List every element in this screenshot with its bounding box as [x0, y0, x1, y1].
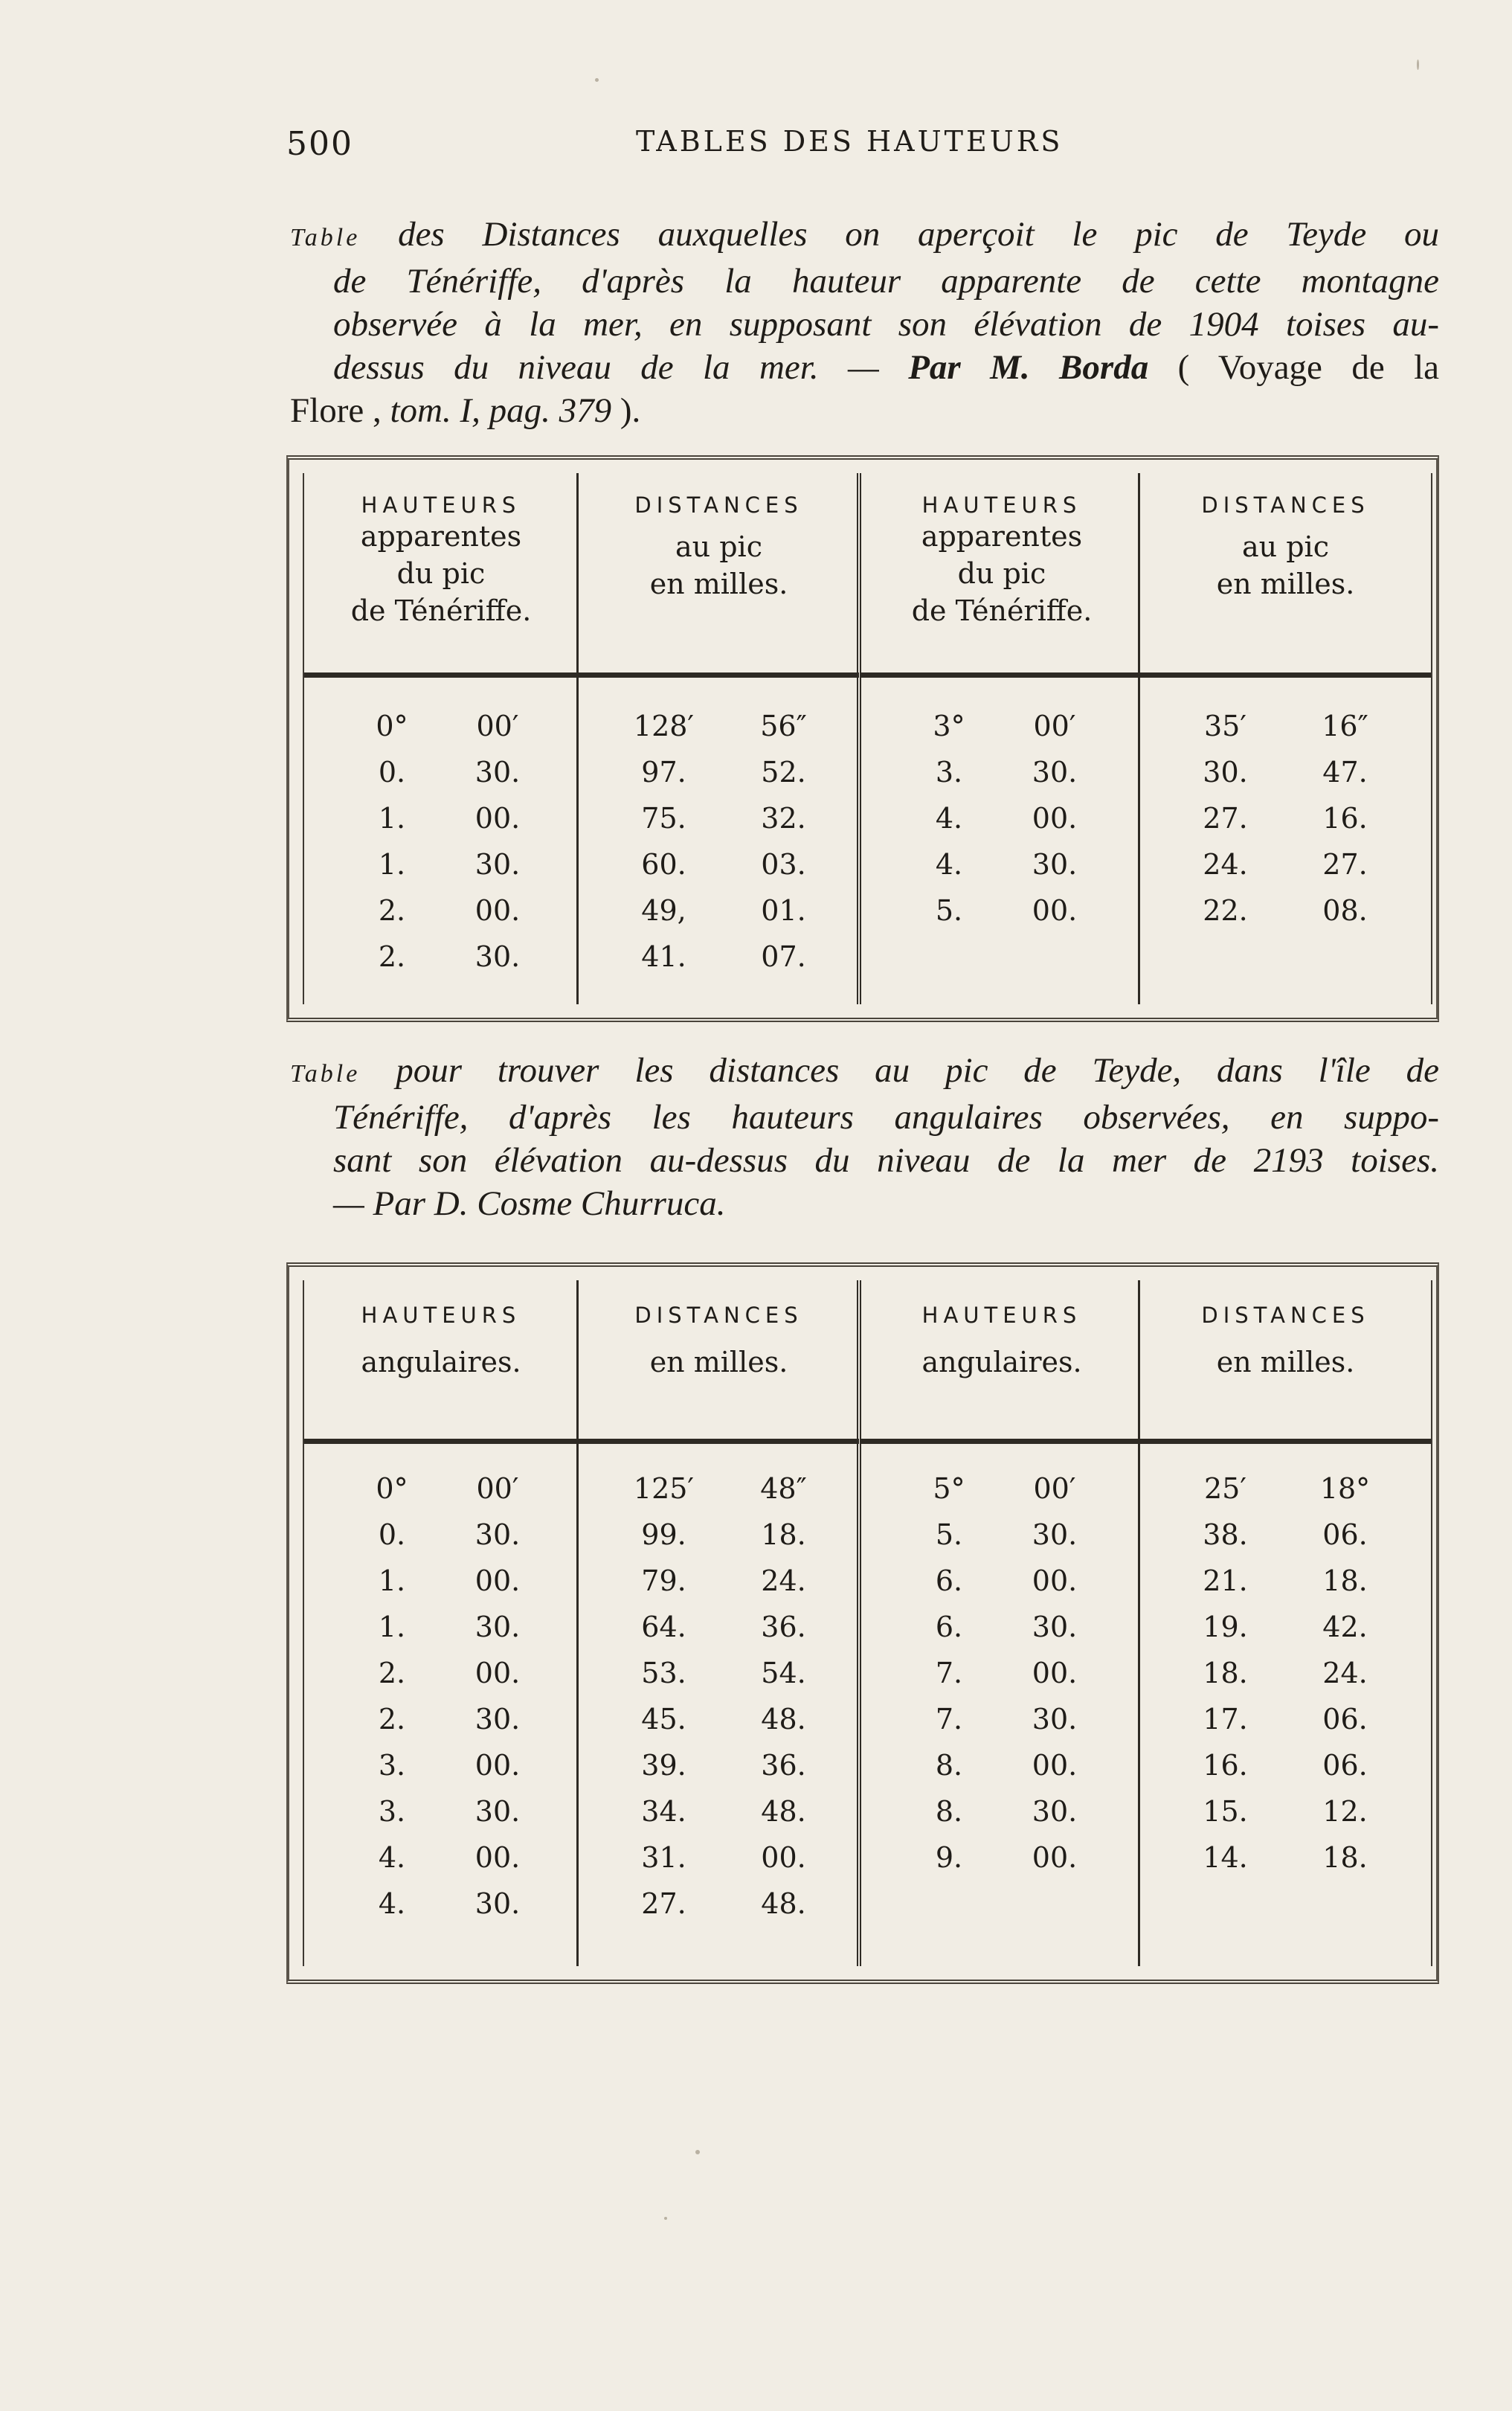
table-cell: 16″ — [1322, 710, 1368, 742]
table-row — [1140, 1518, 1431, 1564]
table-cell: 36. — [761, 1749, 806, 1782]
table-cell: 6. — [935, 1611, 963, 1643]
table-cell: 7. — [935, 1657, 963, 1689]
table-cell: 99. — [641, 1518, 686, 1551]
table-row — [579, 1564, 859, 1611]
table-cell: 3. — [378, 1749, 406, 1782]
table-cell: 3. — [935, 756, 963, 789]
table-cell: 5. — [935, 894, 963, 927]
table-row — [304, 1564, 578, 1611]
table-row — [861, 1657, 1142, 1703]
table-row — [1140, 1703, 1431, 1749]
table-cell: 7. — [935, 1703, 963, 1736]
table-cell: 00′ — [476, 710, 519, 742]
table-row — [304, 1657, 578, 1703]
table-cell: 18. — [1322, 1564, 1368, 1597]
table-cell: 5° — [933, 1472, 965, 1505]
table2-header: HAUTEURS angulaires. — [361, 1303, 521, 1378]
table-cell: 42. — [1322, 1611, 1368, 1643]
table-row — [579, 1518, 859, 1564]
table-cell: 39. — [641, 1749, 686, 1782]
table-cell: 00. — [761, 1841, 806, 1874]
table-cell: 45. — [641, 1703, 686, 1736]
table1-header: HAUTEURS apparentes du pic de Ténériffe. — [350, 492, 532, 627]
table-row — [1140, 710, 1431, 756]
distances-table-borda — [286, 455, 1439, 1022]
table-cell: 01. — [761, 894, 806, 927]
distances-table-churruca — [286, 1262, 1439, 1984]
table-cell: 17. — [1203, 1703, 1248, 1736]
table1-caption: Table des Distances auxquelles on aperçoit le pic de Teyde ou de Ténériffe, d'après la hauteur apparente de cette montagne observée à la mer, en supposant son élévation de 1904 toises au- dessus du niveau de la mer. — Par M. Borda ( Voyage de la Flore , tom. I, pag. 379 ). — [290, 215, 1440, 430]
table-cell: 08. — [1322, 894, 1368, 927]
table-cell: 16. — [1203, 1749, 1248, 1782]
table2-header: HAUTEURS angulaires. — [921, 1303, 1082, 1378]
table-cell: 25′ — [1204, 1472, 1246, 1505]
table-cell: 48. — [761, 1703, 806, 1736]
table2-col-distances-left — [576, 1280, 859, 1966]
table2-col-heights-right — [857, 1280, 1142, 1966]
table-cell: 27. — [1322, 848, 1368, 881]
table-cell: 30. — [1203, 756, 1248, 789]
table-row — [304, 756, 578, 802]
table-row — [579, 1841, 859, 1887]
table-cell: 30. — [474, 756, 521, 789]
table-row — [579, 1795, 859, 1841]
table-cell: 47. — [1322, 756, 1368, 789]
table-cell: 3. — [378, 1795, 406, 1828]
table-cell: 12. — [1322, 1795, 1368, 1828]
table-cell: 27. — [1203, 802, 1248, 835]
running-head — [286, 125, 1447, 177]
table-row — [304, 802, 578, 848]
table-cell: 30. — [474, 1518, 521, 1551]
table2-caption: Table pour trouver les distances au pic de Teyde, dans l'île de Ténériffe, d'après les hauteurs angulaires observées, en suppo- sant son élévation au-dessus du niveau de la mer de 2193 toises. — Par D. Cosme Churruca. — [290, 1051, 1439, 1223]
table-row — [304, 1749, 578, 1795]
table-row — [304, 848, 578, 894]
table-cell: 6. — [935, 1564, 963, 1597]
table2-header: DISTANCES en milles. — [634, 1303, 803, 1378]
table-cell: 06. — [1322, 1518, 1368, 1551]
table-cell: 35′ — [1204, 710, 1246, 742]
table-cell: 8. — [935, 1795, 963, 1828]
table1-col-distances-right — [1138, 473, 1432, 1004]
table-cell: 34. — [641, 1795, 686, 1828]
table-cell: 0. — [378, 756, 406, 789]
table-cell: 00. — [1032, 802, 1078, 835]
table-row — [579, 1887, 859, 1933]
table-cell: 30. — [1032, 1611, 1078, 1643]
table-cell: 21. — [1203, 1564, 1248, 1597]
table-row — [579, 848, 859, 894]
table-row — [1140, 1657, 1431, 1703]
table-row — [304, 940, 578, 986]
table-row — [861, 1795, 1142, 1841]
table-cell: 56″ — [760, 710, 807, 742]
table-cell: 30. — [474, 1611, 521, 1643]
table-cell: 79. — [641, 1564, 686, 1597]
table-row — [579, 1703, 859, 1749]
table1-header: HAUTEURS apparentes du pic de Ténériffe. — [911, 492, 1093, 627]
table-cell: 4. — [378, 1841, 406, 1874]
table-cell: 30. — [474, 1795, 521, 1828]
table-cell: 38. — [1203, 1518, 1248, 1551]
table-cell: 2. — [378, 940, 406, 973]
table-row — [304, 894, 578, 940]
table-cell: 0° — [376, 1472, 408, 1505]
table-cell: 49, — [641, 894, 686, 927]
table-row — [579, 1749, 859, 1795]
table-row — [1140, 1749, 1431, 1795]
table-cell: 36. — [761, 1611, 806, 1643]
table-row — [579, 894, 859, 940]
table2-col-heights-left — [303, 1280, 578, 1966]
table-row — [304, 1472, 578, 1518]
table-row — [579, 802, 859, 848]
table-cell: 9. — [935, 1841, 963, 1874]
table-cell: 52. — [761, 756, 806, 789]
table1-col-heights-left — [303, 473, 578, 1004]
table-cell: 30. — [474, 940, 521, 973]
table-cell: 30. — [474, 848, 521, 881]
table-cell: 22. — [1203, 894, 1248, 927]
table2-col-distances-right — [1138, 1280, 1432, 1966]
table-cell: 4. — [378, 1887, 406, 1920]
table-cell: 1. — [378, 848, 406, 881]
table-cell: 24. — [761, 1564, 806, 1597]
table-row — [1140, 1841, 1431, 1887]
table-cell: 30. — [1032, 1518, 1078, 1551]
table-cell: 00. — [474, 1749, 521, 1782]
table-cell: 3° — [933, 710, 965, 742]
table-row — [579, 710, 859, 756]
table-cell: 0. — [378, 1518, 406, 1551]
table-row — [579, 1657, 859, 1703]
table-cell: 00. — [474, 1564, 521, 1597]
table-cell: 4. — [935, 848, 963, 881]
table-cell: 1. — [378, 1611, 406, 1643]
table-row — [861, 1564, 1142, 1611]
table-cell: 24. — [1322, 1657, 1368, 1689]
table-cell: 30. — [474, 1703, 521, 1736]
table-row — [304, 1611, 578, 1657]
table-cell: 18. — [1322, 1841, 1368, 1874]
table-cell: 2. — [378, 1657, 406, 1689]
table-cell: 14. — [1203, 1841, 1248, 1874]
table-cell: 0° — [376, 710, 408, 742]
table-cell: 8. — [935, 1749, 963, 1782]
table-cell: 27. — [641, 1887, 686, 1920]
table2-header: DISTANCES en milles. — [1201, 1303, 1370, 1378]
table1-header: DISTANCES au pic en milles. — [1201, 492, 1370, 600]
table-cell: 41. — [641, 940, 686, 973]
table-cell: 00. — [474, 894, 521, 927]
table-row — [1140, 756, 1431, 802]
table-row — [304, 1703, 578, 1749]
table-row — [304, 710, 578, 756]
table-cell: 48. — [761, 1887, 806, 1920]
table-row — [304, 1841, 578, 1887]
table-cell: 00. — [474, 802, 521, 835]
table-cell: 53. — [641, 1657, 686, 1689]
table-row — [1140, 848, 1431, 894]
table-cell: 00. — [474, 1657, 521, 1689]
table-cell: 18. — [761, 1518, 806, 1551]
table-row — [861, 1518, 1142, 1564]
table-row — [304, 1518, 578, 1564]
table-cell: 60. — [641, 848, 686, 881]
table-cell: 54. — [761, 1657, 806, 1689]
table-cell: 00. — [474, 1841, 521, 1874]
table-row — [861, 1749, 1142, 1795]
table-row — [861, 1703, 1142, 1749]
table-cell: 48. — [761, 1795, 806, 1828]
table1-col-heights-right — [857, 473, 1142, 1004]
table-cell: 75. — [641, 802, 686, 835]
table-row — [1140, 802, 1431, 848]
table-cell: 30. — [474, 1887, 521, 1920]
table-cell: 48″ — [760, 1472, 807, 1505]
running-title: TABLES DES HAUTEURS — [636, 125, 1064, 158]
table-cell: 00. — [1032, 1657, 1078, 1689]
table-cell: 19. — [1203, 1611, 1248, 1643]
table-row — [1140, 1564, 1431, 1611]
table-row — [861, 1611, 1142, 1657]
table-row — [861, 1472, 1142, 1518]
table-cell: 32. — [761, 802, 806, 835]
table-row — [579, 1611, 859, 1657]
table-cell: 2. — [378, 1703, 406, 1736]
table-cell: 00. — [1032, 1749, 1078, 1782]
table-cell: 30. — [1032, 1703, 1078, 1736]
table-cell: 30. — [1032, 1795, 1078, 1828]
table-cell: 00. — [1032, 894, 1078, 927]
table-cell: 125′ — [633, 1472, 695, 1505]
table-row — [1140, 1472, 1431, 1518]
table-cell: 30. — [1032, 848, 1078, 881]
table-cell: 1. — [378, 802, 406, 835]
table-cell: 00. — [1032, 1564, 1078, 1597]
table-cell: 18° — [1319, 1472, 1371, 1505]
table-cell: 128′ — [633, 710, 695, 742]
table-cell: 5. — [935, 1518, 963, 1551]
table-row — [579, 940, 859, 986]
table-row — [304, 1795, 578, 1841]
table-cell: 03. — [761, 848, 806, 881]
table-row — [861, 710, 1142, 756]
table-row — [861, 756, 1142, 802]
table-cell: 24. — [1203, 848, 1248, 881]
table-cell: 15. — [1203, 1795, 1248, 1828]
table-cell: 30. — [1032, 756, 1078, 789]
table-row — [861, 1841, 1142, 1887]
table1-col-distances-left — [576, 473, 859, 1004]
page-number: 500 — [286, 125, 353, 163]
table-cell: 1. — [378, 1564, 406, 1597]
table-row — [861, 894, 1142, 940]
table-row — [304, 1887, 578, 1933]
table-cell: 16. — [1322, 802, 1368, 835]
table-row — [861, 802, 1142, 848]
table-row — [1140, 1611, 1431, 1657]
table-cell: 64. — [641, 1611, 686, 1643]
table-cell: 00. — [1032, 1841, 1078, 1874]
table-row — [1140, 1795, 1431, 1841]
table-cell: 00′ — [1033, 710, 1076, 742]
table-cell: 06. — [1322, 1749, 1368, 1782]
table-cell: 4. — [935, 802, 963, 835]
table-cell: 97. — [641, 756, 686, 789]
table-cell: 18. — [1203, 1657, 1248, 1689]
table-row — [1140, 894, 1431, 940]
table-cell: 00′ — [1033, 1472, 1076, 1505]
table-cell: 06. — [1322, 1703, 1368, 1736]
table-row — [579, 756, 859, 802]
table-cell: 00′ — [476, 1472, 519, 1505]
table-cell: 31. — [641, 1841, 686, 1874]
table-row — [579, 1472, 859, 1518]
table-cell: 07. — [761, 940, 806, 973]
table-cell: 2. — [378, 894, 406, 927]
table-row — [861, 848, 1142, 894]
table1-header: DISTANCES au pic en milles. — [634, 492, 803, 600]
